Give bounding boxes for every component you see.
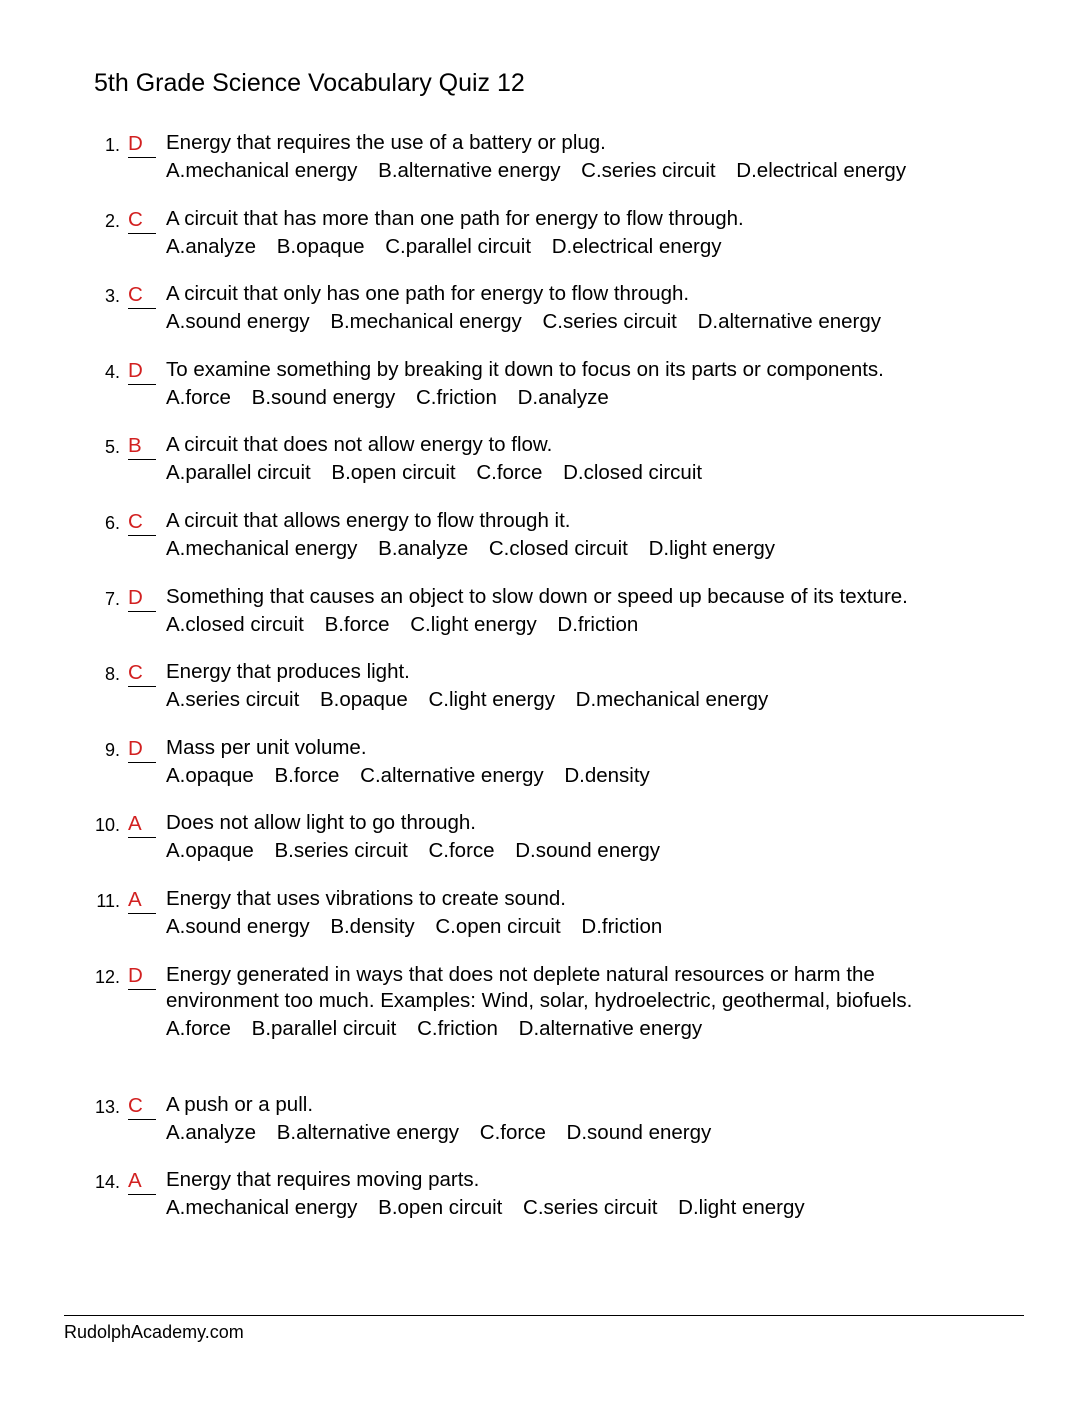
option-d: D.friction (557, 612, 639, 636)
question-body (166, 584, 1026, 639)
answer-blank-line (128, 157, 156, 158)
answer-blank-line (128, 384, 156, 385)
question-text: Does not allow light to go through. (166, 811, 476, 835)
option-b: B.open circuit (331, 461, 456, 485)
option-a: A.force (166, 1016, 231, 1040)
question-body (166, 735, 1026, 790)
question-item (0, 357, 1088, 409)
question-text: To examine something by breaking it down to focus on its parts or components. (166, 357, 884, 381)
question-number: 11. (96, 890, 120, 911)
option-d: D.light energy (648, 536, 776, 560)
footer-divider (64, 1315, 1024, 1316)
question-text: Energy generated in ways that does not deplete natural resources or harm the environment too much. Examples: Wind, solar, hydroelectric, geothermal, biofuels. (166, 962, 913, 1012)
option-c: C.series circuit (542, 310, 677, 334)
option-a: A.mechanical energy (166, 536, 358, 560)
answer-blank-line (128, 459, 156, 460)
page-title: 5th Grade Science Vocabulary Quiz 12 (94, 69, 525, 97)
option-d: D.sound energy (566, 1120, 712, 1144)
question-body (166, 1092, 1026, 1147)
option-c: C.alternative energy (360, 763, 544, 787)
question-body (166, 659, 1026, 714)
question-number: 6. (104, 512, 120, 533)
question-body (166, 508, 1026, 563)
question-body (166, 130, 1026, 185)
option-d: D.light energy (678, 1196, 805, 1220)
question-text: A circuit that has more than one path for energy to flow through. (166, 206, 744, 230)
question-item (0, 508, 1088, 560)
question-text: Something that causes an object to slow down or speed up because of its texture. (166, 584, 908, 608)
option-a: A.parallel circuit (166, 461, 311, 485)
question-text: Energy that uses vibrations to create sound. (166, 886, 566, 910)
question-body (166, 432, 1026, 487)
answer-options (166, 233, 1026, 261)
question-item (0, 886, 1088, 938)
answer-blank-line (128, 913, 156, 914)
answer-letter: C (128, 283, 143, 307)
option-c: C.light energy (428, 688, 555, 712)
option-c: C.force (428, 839, 495, 863)
option-c: C.friction (415, 385, 497, 409)
question-text: Mass per unit volume. (166, 735, 367, 759)
answer-options (166, 1194, 1026, 1222)
question-number: 14. (94, 1172, 120, 1193)
answer-blank-line (128, 762, 156, 763)
option-b: B.sound energy (251, 385, 396, 409)
question-list (0, 130, 1088, 1243)
question-number: 1. (104, 135, 120, 155)
question-number: 8. (104, 664, 120, 685)
option-c: C.force (479, 1120, 546, 1144)
answer-options (166, 1015, 1026, 1043)
answer-blank-line (128, 989, 156, 990)
question-number: 13. (94, 1096, 120, 1117)
option-b: B.open circuit (378, 1196, 503, 1220)
option-b: B.force (324, 612, 390, 636)
answer-blank-line (128, 686, 156, 687)
answer-letter: C (128, 509, 143, 533)
answer-blank-line (128, 233, 156, 234)
option-d: D.electrical energy (736, 159, 907, 182)
question-number: 9. (104, 739, 120, 760)
option-a: A.analyze (166, 234, 257, 258)
option-a: A.analyze (166, 1120, 257, 1144)
question-number: 5. (104, 437, 120, 458)
question-body (166, 206, 1026, 261)
answer-letter: A (128, 812, 142, 836)
option-b: B.series circuit (274, 839, 408, 863)
question-number: 10. (94, 815, 120, 836)
option-d: D.friction (581, 914, 663, 938)
question-number: 3. (104, 286, 120, 307)
option-a: A.mechanical energy (166, 159, 358, 182)
option-c: C.light energy (410, 612, 537, 636)
answer-options (166, 611, 1026, 639)
question-item (0, 735, 1088, 787)
option-a: A.closed circuit (166, 612, 304, 636)
option-d: D.sound energy (515, 839, 660, 863)
question-item (0, 1092, 1088, 1144)
question-item (0, 962, 1088, 1062)
answer-options (166, 686, 1026, 714)
option-a: A.opaque (166, 839, 254, 863)
question-text: Energy that produces light. (166, 660, 410, 684)
option-d: D.analyze (517, 385, 609, 409)
question-text: A circuit that only has one path for energy to flow through. (166, 282, 690, 306)
answer-blank-line (128, 837, 156, 838)
option-b: B.alternative energy (276, 1120, 460, 1144)
footer-site-name: RudolphAcademy.com (64, 1322, 244, 1342)
answer-letter: D (128, 132, 143, 155)
answer-options (166, 157, 1026, 185)
question-item (0, 206, 1088, 258)
option-d: D.alternative energy (697, 310, 882, 334)
answer-options (166, 535, 1026, 563)
question-text: Energy that requires the use of a battery or plug. (166, 131, 606, 154)
answer-blank-line (128, 1194, 156, 1195)
option-d: D.density (564, 763, 650, 787)
answer-letter: D (128, 585, 143, 609)
option-a: A.mechanical energy (166, 1196, 358, 1220)
answer-blank-line (128, 535, 156, 536)
question-body (166, 962, 1026, 1043)
option-c: C.parallel circuit (385, 234, 532, 258)
option-a: A.opaque (166, 763, 254, 787)
answer-options (166, 913, 1026, 941)
question-number: 7. (104, 588, 120, 609)
answer-letter: D (128, 358, 143, 382)
question-item (0, 659, 1088, 712)
option-b: B.alternative energy (378, 159, 561, 182)
option-d: D.closed circuit (563, 461, 703, 485)
answer-letter: D (128, 736, 143, 760)
option-a: A.force (166, 385, 231, 409)
option-b: B.mechanical energy (330, 310, 522, 334)
question-number: 2. (104, 210, 120, 231)
option-c: C.series circuit (581, 159, 716, 182)
answer-letter: A (128, 1169, 142, 1193)
answer-letter: D (128, 963, 143, 987)
question-text: A push or a pull. (166, 1092, 314, 1116)
answer-options (166, 762, 1026, 790)
option-c: C.open circuit (435, 914, 561, 938)
answer-letter: C (128, 1093, 143, 1117)
option-b: B.force (274, 763, 340, 787)
answer-options (166, 837, 1026, 865)
answer-options (166, 308, 1026, 336)
option-c: C.closed circuit (488, 536, 628, 560)
option-b: B.opaque (319, 688, 408, 712)
option-b: B.parallel circuit (251, 1016, 397, 1040)
question-text: Energy that requires moving parts. (166, 1168, 480, 1192)
answer-letter: A (128, 887, 142, 911)
answer-blank-line (128, 611, 156, 612)
question-text: A circuit that does not allow energy to flow. (166, 433, 553, 457)
question-item (0, 1167, 1088, 1220)
option-c: C.series circuit (523, 1196, 658, 1220)
question-body (166, 886, 1026, 941)
question-body (166, 357, 1026, 412)
question-item (0, 810, 1088, 863)
question-item (0, 281, 1088, 334)
answer-options (166, 384, 1026, 412)
question-body (166, 810, 1026, 865)
option-c: C.friction (417, 1016, 498, 1040)
option-a: A.series circuit (166, 688, 300, 712)
answer-blank-line (128, 308, 156, 309)
answer-options (166, 459, 1026, 487)
question-item (0, 584, 1088, 636)
option-c: C.force (476, 461, 543, 485)
option-d: D.electrical energy (551, 234, 722, 258)
question-text: A circuit that allows energy to flow through it. (166, 508, 571, 532)
question-body (166, 281, 1026, 336)
question-number: 12. (94, 966, 120, 987)
option-b: B.opaque (276, 234, 365, 258)
answer-letter: B (128, 434, 142, 458)
option-d: D.mechanical energy (575, 688, 769, 712)
answer-options (166, 1119, 1026, 1147)
answer-blank-line (128, 1119, 156, 1120)
option-b: B.analyze (378, 536, 469, 560)
answer-letter: C (128, 207, 143, 231)
option-a: A.sound energy (166, 310, 310, 334)
question-item (0, 130, 1088, 182)
question-body (166, 1167, 1026, 1222)
question-item (0, 432, 1088, 485)
option-d: D.alternative energy (518, 1016, 703, 1040)
option-a: A.sound energy (166, 914, 310, 938)
option-b: B.density (330, 914, 415, 938)
question-number: 4. (104, 361, 120, 382)
answer-letter: C (128, 661, 143, 685)
